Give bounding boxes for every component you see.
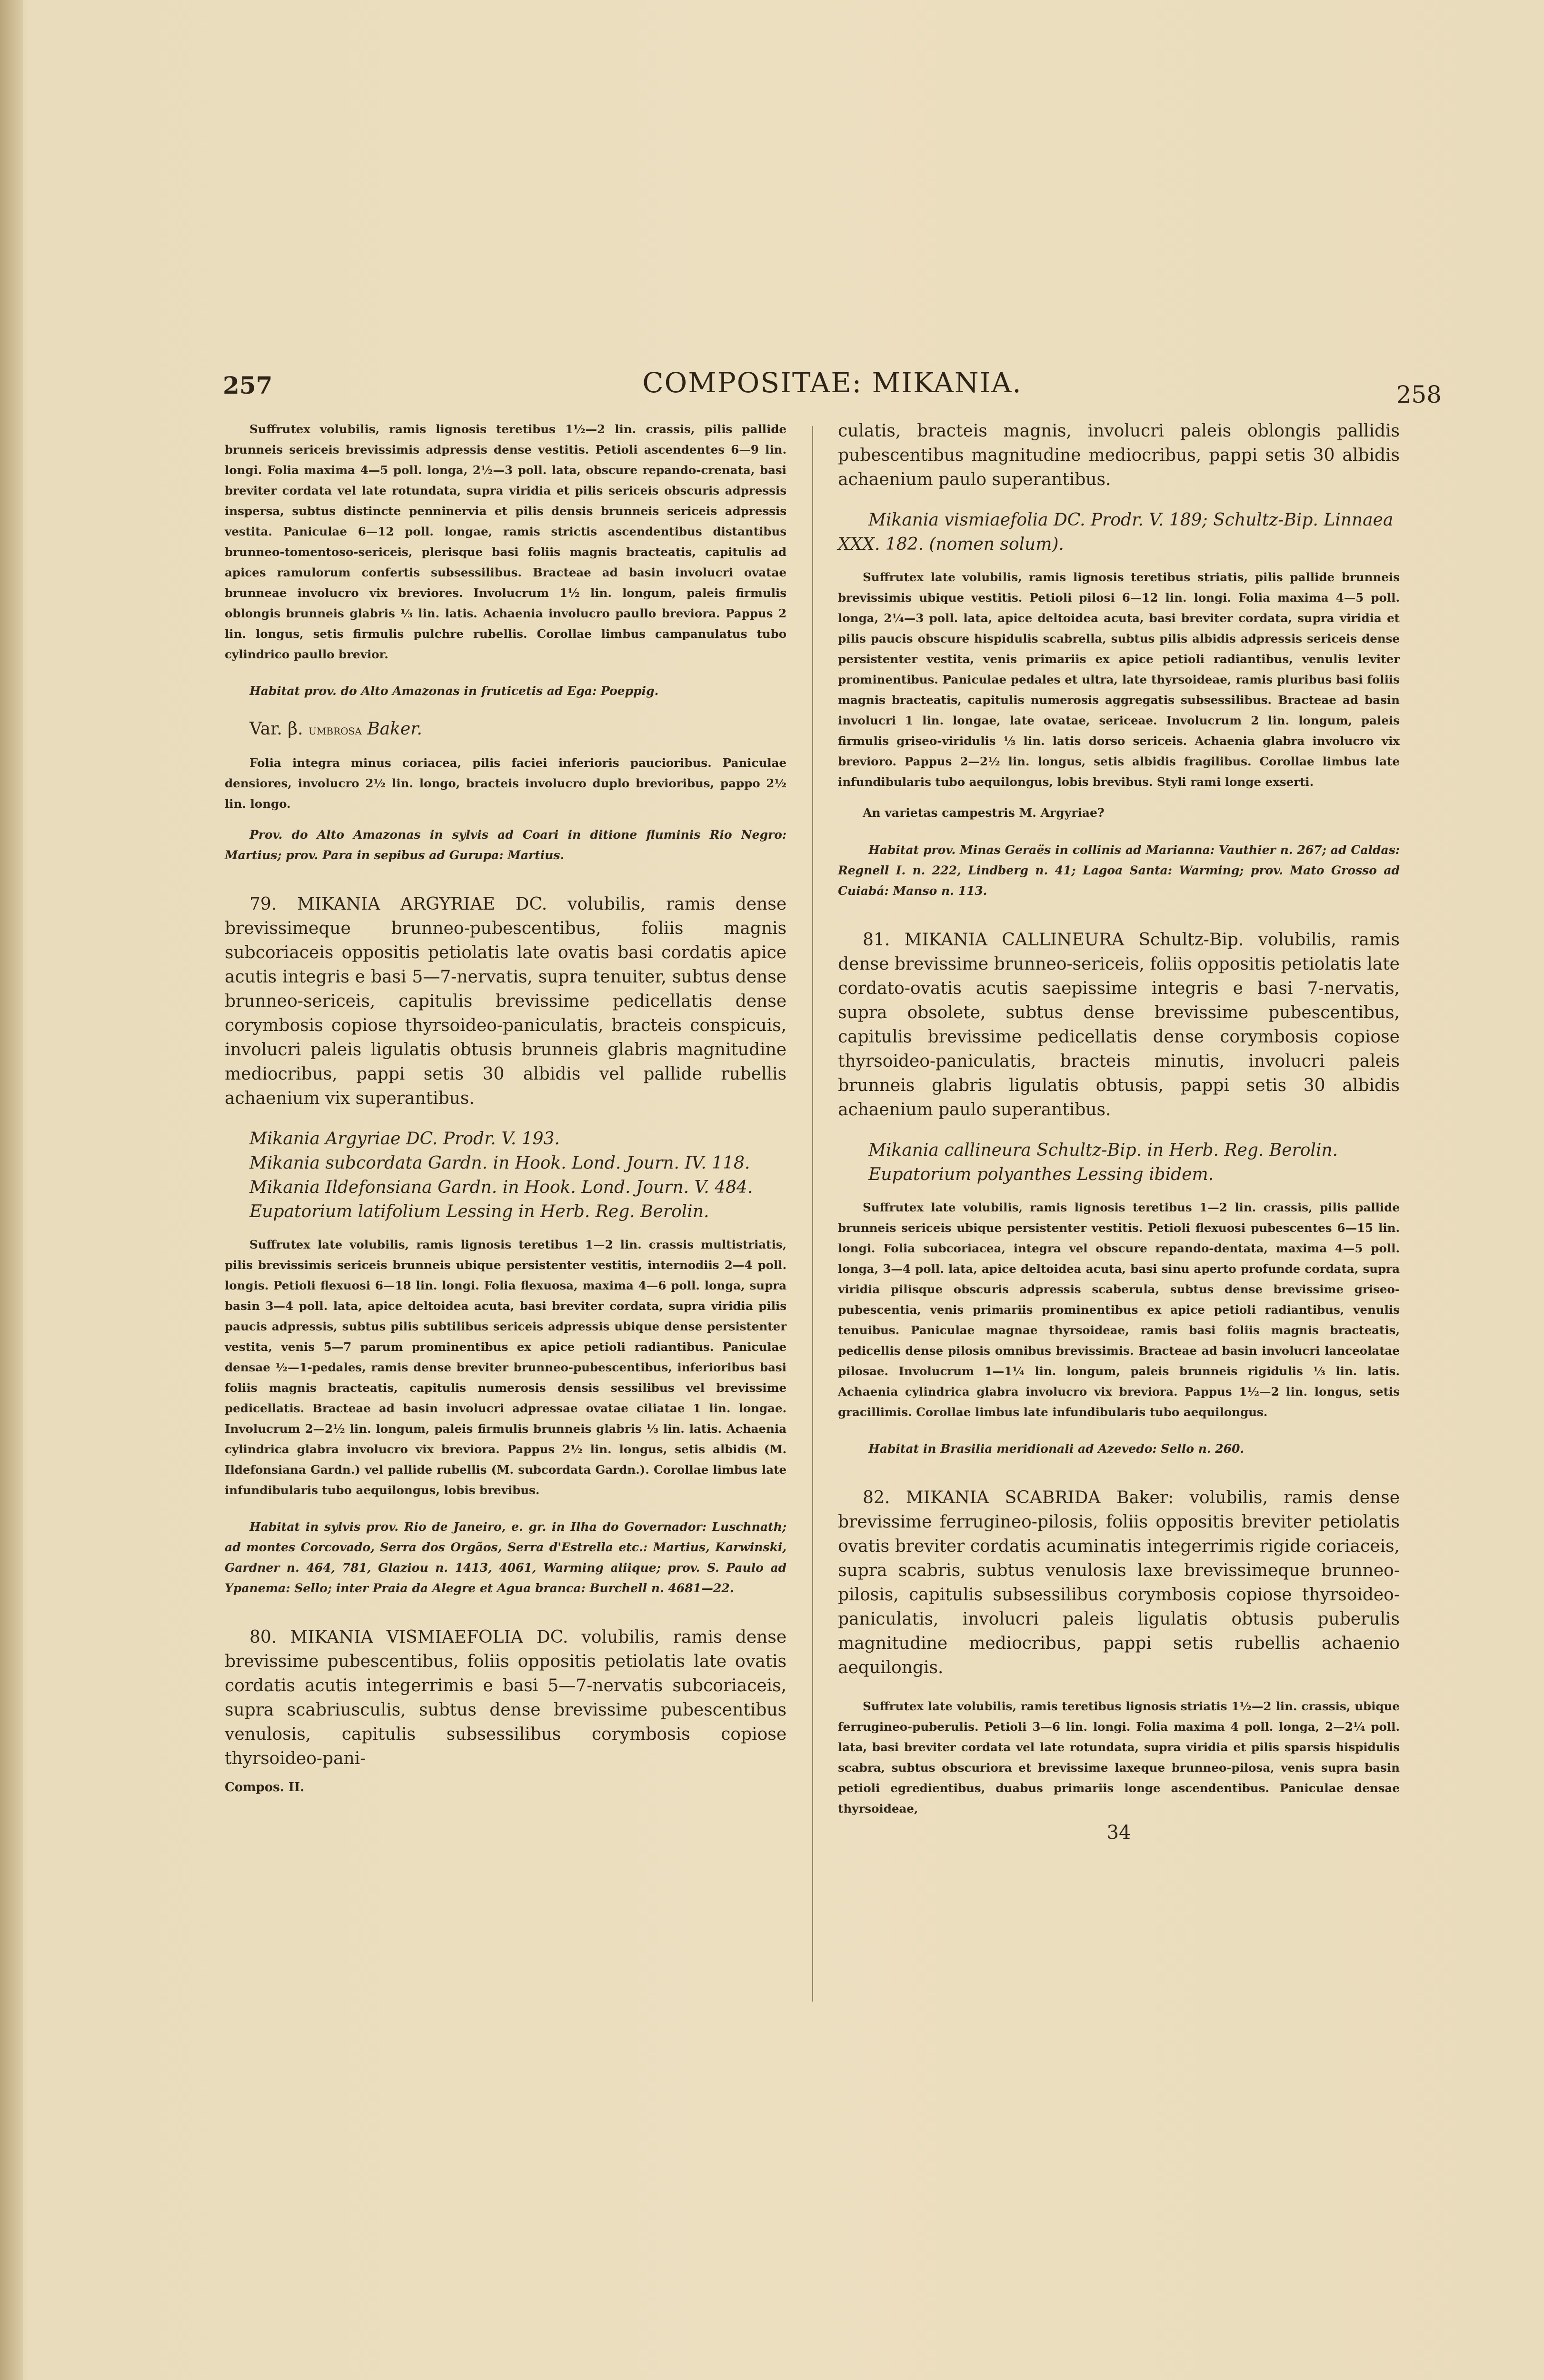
signature-mark: Compos. II. (225, 1780, 305, 1795)
species-81-diagnosis: 81. MIKANIA CALLINEURA Schultz-Bip. volubilis, ramis dense brevissime brunneo-sericeis, foliis oppositis petiolatis late cordato-ovatis acutis saepissime integris e basi 7-nervatis, supra obsolete, subtus dense brevissime pubescentibus, capitulis brevissime pedicellatis dense corymbosis copiose thyrsoideo-paniculatis, bracteis minutis, involucri paleis brunneis glabris ligulatis obtusis, pappi setis 30 albidis achaenium paulo superantibus. (838, 930, 1400, 1120)
habitat-79: Habitat in sylvis prov. Rio de Janeiro, e. gr. in Ilha do Governador: Luschnath; ad montes Corcovado, Serra dos Orgãos, Serra d'Estrella etc.: Martius, Karwinski, Gardner n. 464, 781, Glaziou n. 1413, 4061, Warming aliique; prov. S. Paulo ad Ypanema: Sello; inter Praia da Alegre et Agua branca: Burchell n. 4681—22. (225, 1520, 787, 1595)
variety-habitat: Prov. do Alto Amazonas in sylvis ad Coari in ditione fluminis Rio Negro: Martius; prov. Para in sepibus ad Gurupa: Martius. (225, 828, 787, 862)
question-80: An varietas campestris M. Argyriae? (863, 806, 1105, 820)
variety-description: Folia integra minus coriacea, pilis faciei inferioris paucioribus. Paniculae densiores, involucro 2½ lin. longo, bracteis involucro duplo brevioribus, pappo 2½ lin. longo. (225, 756, 787, 811)
habitat-80: Habitat prov. Minas Geraës in collinis ad Marianna: Vauthier n. 267; ad Caldas: Regnell I. n. 222, Lindberg n. 41; Lagoa Santa: Warming; prov. Mato Grosso ad Cuiabá: Manso n. 113. (838, 843, 1400, 898)
description-81: Suffrutex late volubilis, ramis lignosis teretibus 1—2 lin. crassis, pilis pallide brunneis sericeis ubique persistenter vestitis. Petioli flexuosi pubescentes 6—15 lin. longi. Folia subcoriacea, integra vel obscure repando-dentata, maxima 4—5 poll. longa, 3—4 poll. lata, apice deltoidea acuta, basi sinu aperto profunde cordata, supra viridia pilisque obscuris adpressis scaberula, subtus dense brevissime griseo-pubescentia, venis primariis prominentibus ex apice petioli radiantibus, venulis tenuibus. Paniculae magnae thyrsoideae, ramis basi foliis magnis bracteatis, pedicellis dense pilosis omnibus brevissimis. Bracteae ad basin involucri lanceolatae pilosae. Involucrum 1—1¼ lin. longum, paleis brunneis rigidulis ⅓ lin. latis. Achaenia cylindrica glabra involucro vix breviora. Pappus 1½—2 lin. longus, setis gracillimis. Corollae limbus late infundibularis tubo aequilongus. (838, 1200, 1400, 1419)
right-column (838, 419, 1400, 1844)
synonym-81a: Mikania callineura Schultz-Bip. in Herb. Reg. Berolin. (868, 1140, 1338, 1160)
page-header (223, 367, 1442, 409)
description-80: Suffrutex late volubilis, ramis lignosis teretibus striatis, pilis pallide brunneis brevissimis ubique vestitis. Petioli pilosi 6—12 lin. longi. Folia maxima 4—5 poll. longa, 2¼—3 poll. lata, apice deltoidea acuta, basi breviter cordata, supra viridia et pilis paucis obscure hispidulis scabrella, subtus pilis albidis adpressis sericeis dense persistenter vestita, venis primariis ex apice petioli radiantibus, venulis leviter prominentibus. Paniculae pedales et ultra, late thyrsoideae, ramis pluribus basi foliis magnis bracteatis, capitulis numerosis aggregatis subsessilibus. Bracteae ad basin involucri 1 lin. longae, late ovatae, sericeae. Involucrum 2 lin. longum, paleis firmulis griseo-viridulis ⅓ lin. latis dorso sericeis. Achaenia glabra involucro vix brevioro. Pappus 2—2½ lin. longus, setis albidis fragilibus. Corollae limbus late infundibularis tubo aequilongus, lobis brevibus. Styli rami longe exserti. (838, 570, 1400, 789)
page-edge (0, 0, 23, 2380)
left-page-number: 257 (223, 371, 273, 399)
synonym-79c: Mikania Ildefonsiana Gardn. in Hook. Lond. Journ. V. 484. (249, 1178, 753, 1197)
running-title: COMPOSITAE: MIKANIA. (642, 367, 1022, 399)
synonym-79a: Mikania Argyriae DC. Prodr. V. 193. (249, 1129, 560, 1149)
right-page-number: 258 (1396, 381, 1442, 408)
left-column (225, 419, 787, 1795)
species-82-diagnosis: 82. MIKANIA SCABRIDA Baker: volubilis, ramis dense brevissime ferrugineo-pilosis, foliis oppositis breviter petiolatis ovatis breviter cordatis acuminatis integerrimis rigide coriaceis, supra scabris, subtus venulosis laxe brevissimeque brunneo-pilosis, capitulis subsessilibus corymbosis copiose thyrsoideo-paniculatis, involucri paleis ligulatis obtusis puberulis magnitudine mediocribus, pappi setis rubellis achaenio aequilongis. (838, 1488, 1400, 1677)
variety-name: umbrosa (309, 722, 362, 738)
description-82: Suffrutex late volubilis, ramis teretibus lignosis striatis 1½—2 lin. crassis, ubique ferrugineo-puberulis. Petioli 3—6 lin. longi. Folia maxima 4 poll. longa, 2—2¼ poll. lata, basi breviter cordata vel late rotundata, supra viridia et pilis sparsis hispidulis scabra, subtus obscuriora et brevissime laxeque brunneo-pilosa, venis supra basin petioli egredientibus, duabus primariis longe ascendentibus. Paniculae densae thyrsoideae, (838, 1699, 1400, 1815)
variety-author: Baker. (367, 719, 422, 739)
variety-label: Var. β. (249, 719, 303, 739)
habitat-81: Habitat in Brasilia meridionali ad Azevedo: Sello n. 260. (868, 1442, 1245, 1456)
synonym-79b: Mikania subcordata Gardn. in Hook. Lond. Journ. IV. 118. (249, 1153, 750, 1173)
species-80-diagnosis-cont: culatis, bracteis magnis, involucri paleis oblongis pallidis pubescentibus magnitudine mediocribus, pappi setis 30 albidis achaenium paulo superantibus. (838, 421, 1400, 489)
synonym-79d: Eupatorium latifolium Lessing in Herb. Reg. Berolin. (249, 1202, 709, 1221)
sheet-number: 34 (1106, 1822, 1131, 1844)
description-79: Suffrutex late volubilis, ramis lignosis teretibus 1—2 lin. crassis multistriatis, pilis brevissimis sericeis brunneis ubique persistenter vestitis, internodiis 2—4 poll. longis. Petioli flexuosi 6—18 lin. longi. Folia flexuosa, maxima 4—6 poll. longa, supra basin 3—4 poll. lata, apice deltoidea acuta, basi breviter cordata, supra viridia pilis paucis adpressis, subtus pilis subtilibus sericeis adpressis ubique dense persistenter vestita, venis 5—7 parum prominentibus ex apice petioli radiantibus. Paniculae densae ½—1-pedales, ramis dense breviter brunneo-pubescentibus, inferioribus basi foliis magnis bracteatis, capitulis numerosis densis sessilibus vel brevissime pedicellatis. Bracteae ad basin involucri adpressae ovatae ciliatae 1 lin. longae. Involucrum 2—2½ lin. longum, paleis firmulis brunneis glabris ⅓ lin. latis. Achaenia cylindrica glabra involucro vix breviora. Pappus 2½ lin. longus, setis albidis (M. Ildefonsiana Gardn.) vel pallide rubellis (M. subcordata Gardn.). Corollae limbus late infundibularis tubo aequilongus, lobis brevibus. (225, 1238, 787, 1497)
species-79-diagnosis: 79. MIKANIA ARGYRIAE DC. volubilis, ramis dense brevissimeque brunneo-pubescentibus, foliis magnis subcoriaceis oppositis petiolatis late ovatis basi cordatis apice acutis integris e basi 5—7-nervatis, supra tenuiter, subtus dense brunneo-sericeis, capitulis brevissime pedicellatis dense corymbosis copiose thyrsoideo-paniculatis, bracteis conspicuis, involucri paleis ligulatis obtusis brunneis glabris magnitudine mediocribus, pappi setis 30 albidis vel pallide rubellis achaenium vix superantibus. (225, 894, 787, 1108)
species-80-diagnosis: 80. MIKANIA VISMIAEFOLIA DC. volubilis, ramis dense brevissime pubescentibus, foliis oppositis petiolatis late ovatis cordatis acutis integerrimis e basi 5—7-nervatis subcoriaceis, supra scabriusculis, subtus dense brevissime pubescentibus venulosis, capitulis subsessilibus corymbosis copiose thyrsoideo-pani- (225, 1627, 787, 1768)
synonym-81b: Eupatorium polyanthes Lessing ibidem. (868, 1165, 1214, 1184)
habitat-78: Habitat prov. do Alto Amazonas in fruticetis ad Ega: Poeppig. (249, 684, 659, 698)
synonym-80: Mikania vismiaefolia DC. Prodr. V. 189; Schultz-Bip. Linnaea XXX. 182. (nomen solum). (838, 510, 1394, 554)
column-divider (812, 426, 813, 2002)
variety-heading (225, 717, 787, 742)
description-78: Suffrutex volubilis, ramis lignosis teretibus 1½—2 lin. crassis, pilis pallide brunneis sericeis brevissimis adpressis dense vestitis. Petioli ascendentes 6—9 lin. longi. Folia maxima 4—5 poll. longa, 2½—3 poll. lata, obscure repando-crenata, basi breviter cordata vel late rotundata, supra viridia et pilis sericeis obscuris adpressis inspersa, subtus distincte penninervia et pilis densis brunneis sericeis adpressis vestita. Paniculae 6—12 poll. longae, ramis strictis ascendentibus distantibus brunneo-tomentoso-sericeis, plerisque basi foliis magnis bracteatis, capitulis ad apices ramulorum confertis subsessilibus. Bracteae ad basin involucri ovatae brunneae involucro vix breviores. Involucrum 1½ lin. longum, paleis firmulis oblongis brunneis glabris ⅓ lin. latis. Achaenia involucro paullo breviora. Pappus 2 lin. longus, setis firmulis pulchre rubellis. Corollae limbus campanulatus tubo cylindrico paullo brevior. (225, 422, 787, 661)
